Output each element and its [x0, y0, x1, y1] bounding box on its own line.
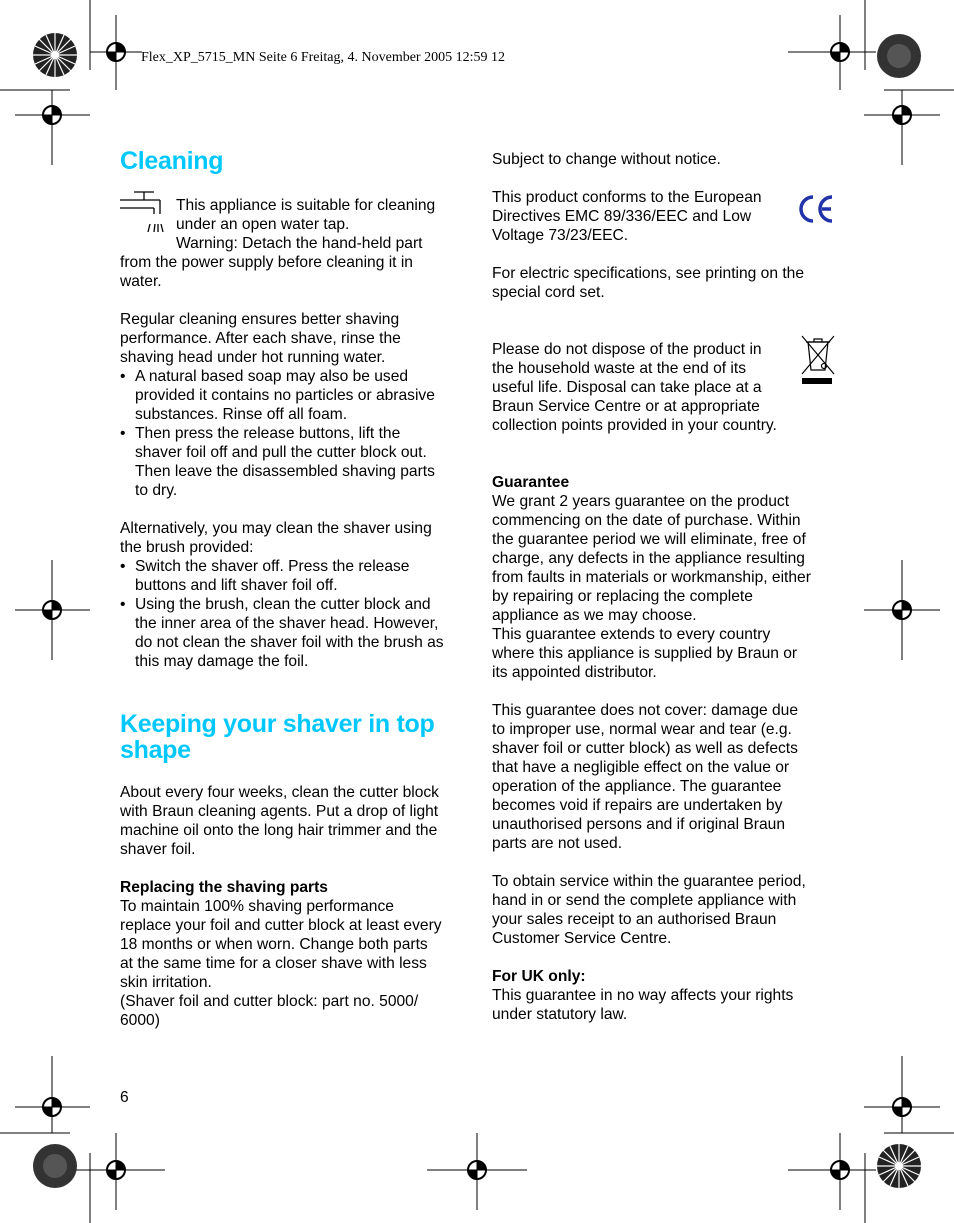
guarantee-exclusions: to improper use, normal wear and tear (e.g.	[492, 721, 792, 738]
electric-text: special cord set.	[492, 284, 605, 301]
list-item: • Then press the release buttons, lift the shaver foil off and pull the cutter block out. Then leave the disassembled shaving parts to dry.	[120, 424, 465, 500]
guarantee-text: commencing on the date of purchase. Within	[492, 512, 801, 529]
keeping-text: shaver foil.	[120, 841, 196, 858]
subject-notice: Subject to change without notice.	[492, 151, 721, 168]
list-item: • Switch the shaver off. Press the release buttons and lift shaver foil off.	[120, 557, 465, 595]
guarantee-text: We grant 2 years guarantee on the product	[492, 493, 790, 510]
keeping-text: machine oil onto the long hair trimmer and the	[120, 822, 438, 839]
cleaning-intro-line2: under an open water tap.	[176, 216, 350, 233]
cleaning-title: Cleaning	[120, 147, 224, 175]
keeping-title-line1: Keeping your shaver in top	[120, 710, 435, 738]
guarantee-exclusions: parts are not used.	[492, 835, 623, 852]
uk-text: This guarantee in no way affects your rights	[492, 987, 794, 1004]
uk-text: under statutory law.	[492, 1006, 628, 1023]
replacing-text: skin irritation.	[120, 974, 212, 991]
cleaning-intro-line5: water.	[120, 273, 162, 290]
replacing-text: To maintain 100% shaving performance	[120, 898, 394, 915]
guarantee-text: where this appliance is supplied by Braun or	[492, 645, 798, 662]
guarantee-service: To obtain service within the guarantee period,	[492, 873, 806, 890]
page-number: 6	[120, 1089, 129, 1106]
water-tap-icon	[120, 190, 166, 234]
brush-bullets	[120, 557, 465, 671]
regular-line1: Regular cleaning ensures better shaving	[120, 311, 400, 328]
dispose-text: Braun Service Centre or at appropriate	[492, 398, 760, 415]
guarantee-exclusions: operation of the appliance. The guarantee	[492, 778, 782, 795]
replacing-text: 6000)	[120, 1012, 160, 1029]
replacing-text: 18 months or when worn. Change both parts	[120, 936, 428, 953]
guarantee-text: its appointed distributor.	[492, 664, 657, 681]
list-item: • A natural based soap may also be used provided it contains no particles or abrasive substances. Rinse off all foam.	[120, 367, 465, 424]
conform-text: Voltage 73/23/EEC.	[492, 227, 629, 244]
keeping-text: with Braun cleaning agents. Put a drop of light	[120, 803, 439, 820]
cleaning-bullets	[120, 367, 465, 500]
print-header: Flex_XP_5715_MN Seite 6 Freitag, 4. November 2005 12:59 12	[141, 50, 505, 65]
dispose-text: the household waste at the end of its	[492, 360, 747, 377]
left-column	[120, 148, 465, 671]
guarantee-exclusions: shaver foil or cutter block) as well as defects	[492, 740, 798, 757]
guarantee-text: from faults in materials or workmanship, either	[492, 569, 811, 586]
right-column	[492, 150, 837, 1024]
list-item: • Using the brush, clean the cutter block and the inner area of the shaver head. However, do not clean the shaver foil with the brush as this may damage the foil.	[120, 595, 465, 671]
guarantee-service: hand in or send the complete appliance with	[492, 892, 797, 909]
keeping-text: About every four weeks, clean the cutter block	[120, 784, 439, 801]
dispose-text: useful life. Disposal can take place at a	[492, 379, 762, 396]
dispose-text: collection points provided in your country.	[492, 417, 777, 434]
uk-heading: For UK only:	[492, 968, 586, 985]
keeping-section	[120, 711, 465, 1030]
alt-line1: Alternatively, you may clean the shaver using	[120, 520, 432, 537]
cleaning-intro-line4: from the power supply before cleaning it in	[120, 254, 413, 271]
replacing-text: at the same time for a closer shave with less	[120, 955, 427, 972]
alt-line2: the brush provided:	[120, 539, 254, 556]
replacing-heading: Replacing the shaving parts	[120, 879, 328, 896]
conform-text: This product conforms to the European	[492, 189, 762, 206]
regular-line3: shaving head under hot running water.	[120, 349, 386, 366]
regular-line2: performance. After each shave, rinse the	[120, 330, 401, 347]
cleaning-intro-line1: This appliance is suitable for cleaning	[176, 197, 436, 214]
replacing-text: replace your foil and cutter block at least every	[120, 917, 442, 934]
keeping-title-line2: shape	[120, 736, 191, 764]
crossed-bin-icon	[798, 334, 838, 386]
guarantee-exclusions: unauthorised persons and if original Braun	[492, 816, 786, 833]
guarantee-exclusions: that have a negligible effect on the value or	[492, 759, 790, 776]
guarantee-text: appliance as we may choose.	[492, 607, 697, 624]
dispose-text: Please do not dispose of the product in	[492, 341, 762, 358]
ce-mark-icon	[796, 192, 836, 226]
guarantee-service: Customer Service Centre.	[492, 930, 672, 947]
conform-text: Directives EMC 89/336/EEC and Low	[492, 208, 752, 225]
guarantee-exclusions: becomes void if repairs are undertaken by	[492, 797, 783, 814]
replacing-text: (Shaver foil and cutter block: part no. 5000/	[120, 993, 419, 1010]
guarantee-text: This guarantee extends to every country	[492, 626, 771, 643]
guarantee-service: your sales receipt to an authorised Braun	[492, 911, 777, 928]
guarantee-text: by repairing or replacing the complete	[492, 588, 753, 605]
guarantee-heading: Guarantee	[492, 474, 570, 491]
cleaning-intro-line3: Warning: Detach the hand-held part	[176, 235, 423, 252]
guarantee-exclusions: This guarantee does not cover: damage due	[492, 702, 799, 719]
guarantee-text: charge, any defects in the appliance resulting	[492, 550, 805, 567]
guarantee-text: the guarantee period we will eliminate, free of	[492, 531, 806, 548]
electric-text: For electric specifications, see printing on the	[492, 265, 805, 282]
